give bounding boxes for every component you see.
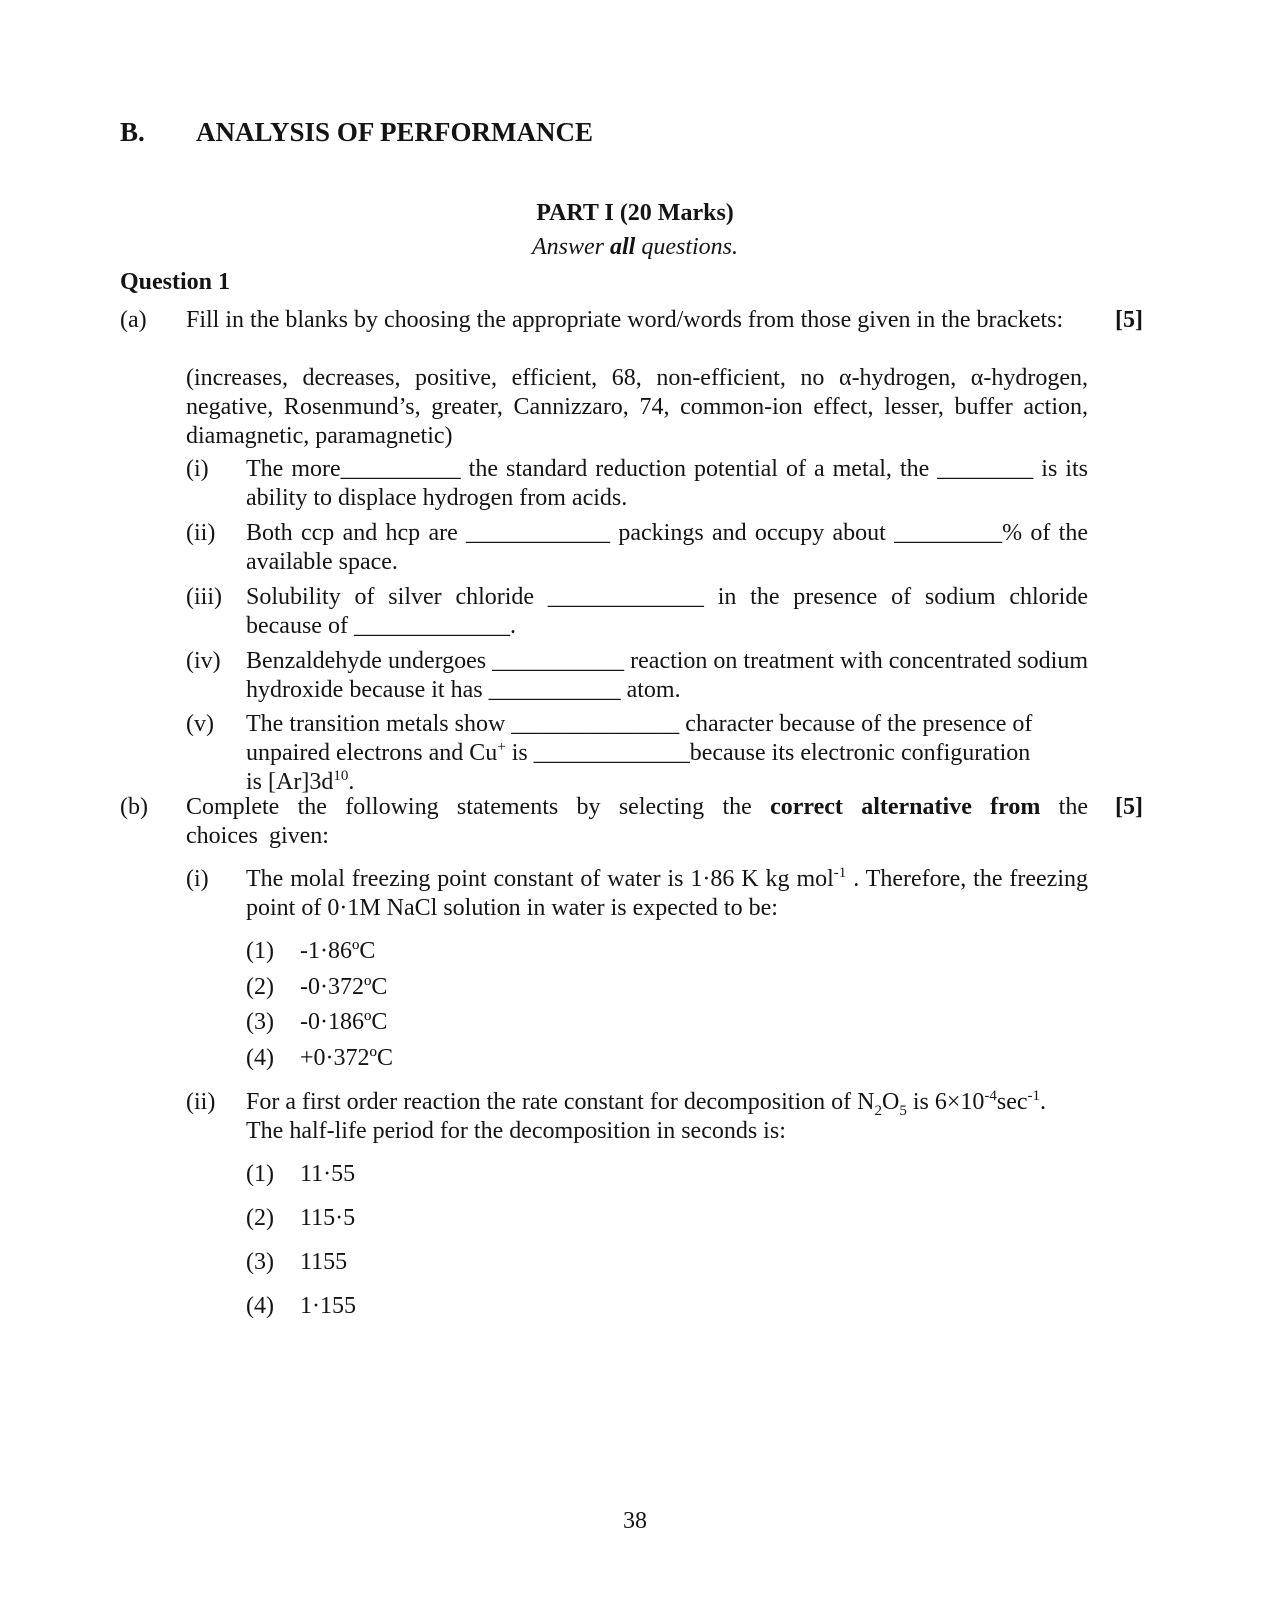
- option-number: (2): [246, 974, 274, 1000]
- a-item-label: (ii): [186, 520, 216, 546]
- b-item-text: For a first order reaction the rate constant for decomposition of $N_2O_5$ is $6\times 10^{-4}\sec^{-1}$. The half-life period for the decomposition in seconds is:: [246, 1088, 1047, 1144]
- option-value: +0·372ºC: [300, 1045, 393, 1071]
- section-label: B.: [120, 117, 145, 147]
- option-value: 1155: [300, 1249, 348, 1275]
- option-value: -0·372ºC: [300, 974, 388, 1000]
- option-number: (1): [246, 938, 274, 964]
- a-item-label: (i): [186, 456, 209, 482]
- option-number: (3): [246, 1009, 274, 1035]
- option-number: (3): [246, 1249, 274, 1275]
- a-item-text: Benzaldehyde undergoes ___________ reaction on treatment with concentrated sodium hydroxide because it has ___________ atom.: [246, 648, 1088, 703]
- a-item-label: (iii): [186, 584, 222, 610]
- b-item-label: (i): [186, 866, 209, 892]
- part-b-intro: Complete the following statements by selecting the correct alternative from the choices given:: [186, 794, 1088, 849]
- option-value: 1·155: [300, 1293, 356, 1319]
- a-item-text: Solubility of silver chloride _____________ in the presence of sodium chloride because of _____________.: [246, 584, 1088, 639]
- b-item-text: The molal freezing point constant of water is 1·86 K kg mol$^{-1}$ . Therefore, the freezing point of 0·1M NaCl solution in water is expected to be:: [246, 865, 1088, 921]
- option-number: (4): [246, 1045, 274, 1071]
- option-number: (1): [246, 1161, 274, 1187]
- part-b-marks: [5]: [1115, 794, 1143, 820]
- option-number: (2): [246, 1205, 274, 1231]
- part-subtitle: Answer all questions.: [531, 234, 738, 260]
- option-value: -0·186ºC: [300, 1009, 388, 1035]
- question-title: Question 1: [120, 269, 231, 295]
- option-value: -1·86ºC: [300, 938, 376, 964]
- part-a-word-options: (increases, decreases, positive, efficient, 68, non-efficient, no α-hydrogen, α-hydrogen, negative, Rosenmund’s, greater, Cannizzaro, 74, common-ion effect, lesser, buffer action, diamagnetic, paramagnetic): [186, 365, 1088, 449]
- option-value: 11·55: [300, 1161, 356, 1187]
- a-item-text: The transition metals show ______________ character because of the presence of unpaired electrons and Cu+ is _____________because its electronic configuration is $[Ar]3d^{10}$.: [246, 711, 1033, 795]
- part-a-label: (a): [120, 307, 147, 333]
- b-item-label: (ii): [186, 1089, 216, 1115]
- a-item-label: (v): [186, 711, 214, 737]
- part-title: PART I (20 Marks): [536, 200, 734, 226]
- a-item-text: The more__________ the standard reduction potential of a metal, the ________ is its ability to displace hydrogen from acids.: [246, 456, 1088, 511]
- part-a-intro: Fill in the blanks by choosing the appropriate word/words from those given in the brackets:: [186, 307, 1064, 333]
- option-value: 115·5: [300, 1205, 356, 1231]
- part-a-marks: [5]: [1115, 307, 1143, 333]
- a-item-text: Both ccp and hcp are ____________ packings and occupy about _________% of the available space.: [246, 520, 1088, 575]
- page-number: 38: [623, 1508, 647, 1534]
- section-title: ANALYSIS OF PERFORMANCE: [196, 117, 594, 147]
- option-number: (4): [246, 1293, 274, 1319]
- a-item-label: (iv): [186, 648, 221, 674]
- part-b-label: (b): [120, 794, 148, 820]
